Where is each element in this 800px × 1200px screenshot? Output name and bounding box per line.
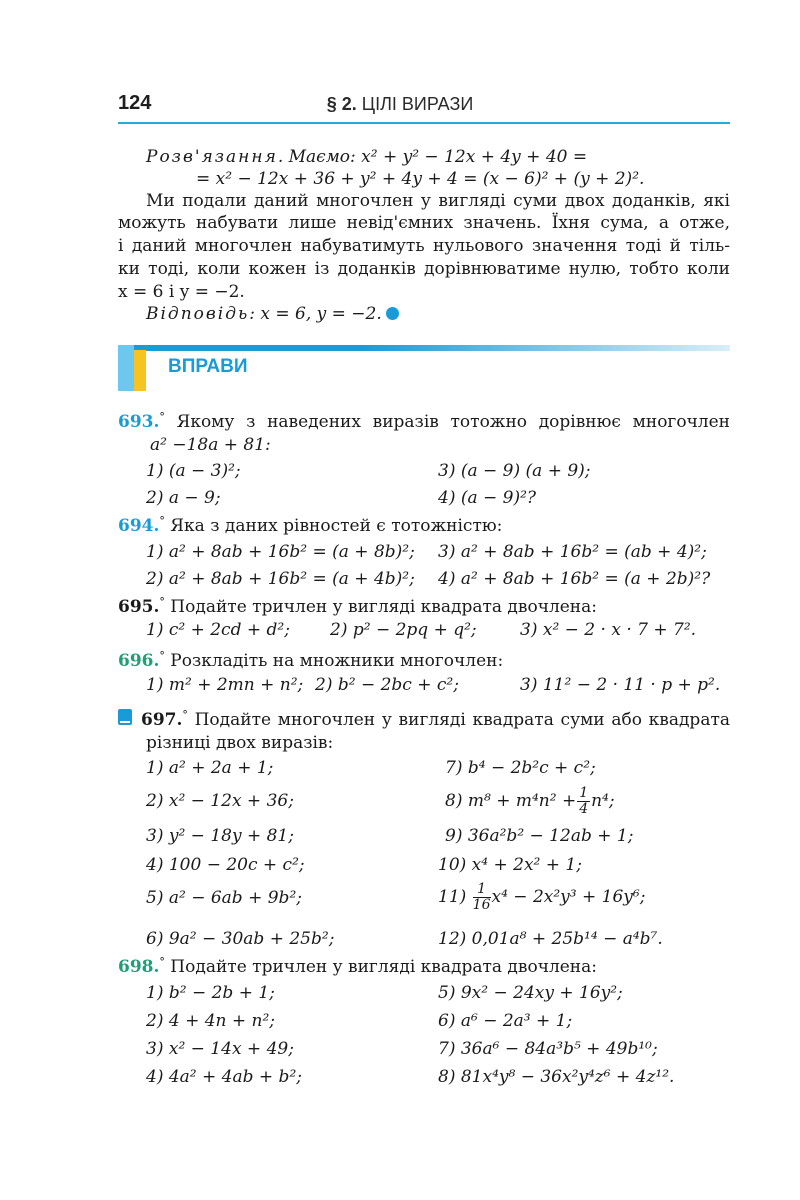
exercise-693-option: 2) a − 9; [146,488,221,508]
page-number: 124 [118,92,152,114]
exercise-693-polynomial: a² −18a + 81: [150,435,271,455]
answer-label: Відповідь [146,304,250,324]
section-title: ЦІЛІ ВИРАЗИ [361,94,474,114]
exercise-697-option: 1) a² + 2a + 1; [146,758,274,778]
fraction: $\frac{1}{16}$ [472,881,491,913]
exercise-698-option: 1) b² − 2b + 1; [146,983,275,1003]
exercise-696-option: 2) b² − 2bc + c²; [315,675,459,695]
exercise-697-option: 3) y² − 18y + 81; [146,826,294,846]
header-rule [118,122,730,124]
solution-paragraph-line: можуть набувати лише невід'ємних значень. Їхня сума, а отже, [118,213,730,233]
exercise-696-option: 3) 11² − 2 · 11 · p + p². [520,675,721,695]
exercises-marker-blue [118,345,134,391]
exercises-title: ВПРАВИ [168,356,248,377]
exercise-698-option: 8) 81x⁴y⁸ − 36x²y⁴z⁶ + 4z¹². [438,1067,675,1087]
exercise-694-option: 4) a² + 8ab + 16b² = (a + 2b)²? [438,569,711,589]
book-icon [118,709,132,725]
exercise-694-option: 1) a² + 8ab + 16b² = (a + 8b)²; [146,542,415,562]
exercise-698-statement: 698.° Подайте тричлен у вигляді квадрата двочлена: [118,955,597,977]
solution-paragraph-line: ки тоді, коли кожен із доданків дорівнюватиме нулю, тобто коли [118,259,730,279]
exercise-697-option-11: 11) $\frac{1}{16}$ x⁴ − 2x²y³ + 16y⁶; [438,881,646,913]
fraction: $\frac{1}{4}$ [579,785,589,817]
end-of-solution-icon [386,307,399,320]
solution-line-1: Розв'язання. Маємо: x² + y² − 12x + 4y + 40 = [146,147,588,167]
exercise-695-option: 3) x² − 2 · x · 7 + 7². [520,620,697,640]
exercise-698-option: 6) a⁶ − 2a³ + 1; [438,1011,573,1031]
exercise-694-option: 2) a² + 8ab + 16b² = (a + 4b)²; [146,569,415,589]
exercise-695-option: 1) c² + 2cd + d²; [146,620,290,640]
exercises-bar [118,345,730,351]
exercise-693-option: 4) (a − 9)²? [438,488,537,508]
solution-line-2: = x² − 12x + 36 + y² + 4y + 4 = (x − 6)² + (y + 2)². [196,169,645,189]
exercise-698-option: 2) 4 + 4n + n²; [146,1011,276,1031]
exercise-697-option: 4) 100 − 20c + c²; [146,855,305,875]
exercise-697-option: 6) 9a² − 30ab + 25b²; [146,929,335,949]
exercise-697-statement: 697.° Подайте многочлен у вигляді квадрата суми або квадрата [141,708,730,730]
exercise-695-option: 2) p² − 2pq + q²; [330,620,477,640]
exercise-696-statement: 696.° Розкладіть на множники многочлен: [118,649,504,671]
exercise-698-option: 5) 9x² − 24xy + 16y²; [438,983,623,1003]
answer-line: Відповідь: x = 6, y = −2. [146,303,399,325]
solution-paragraph-line: x = 6 і y = −2. [118,282,245,302]
exercise-697-option: 12) 0,01a⁸ + 25b¹⁴ − a⁴b⁷. [438,929,663,949]
section-label: § 2. [326,94,357,114]
exercises-marker-yellow [134,350,146,391]
exercise-697-option: 2) x² − 12x + 36; [146,791,294,811]
solution-paragraph-line: і даний многочлен набуватимуть нульового значення тоді й тіль- [118,236,730,256]
solution-paragraph-line: Ми подали даний многочлен у вигляді суми двох доданків, які [146,191,730,211]
section-header [0,94,800,115]
exercise-697-option: 9) 36a²b² − 12ab + 1; [445,826,634,846]
exercise-698-option: 3) x² − 14x + 49; [146,1039,294,1059]
exercise-697-option-8: 8) m⁸ + m⁴n² + $\frac{1}{4}$ n⁴; [445,785,615,817]
exercise-694-option: 3) a² + 8ab + 16b² = (ab + 4)²; [438,542,707,562]
exercise-696-option: 1) m² + 2mn + n²; [146,675,304,695]
exercise-698-option: 4) 4a² + 4ab + b²; [146,1067,302,1087]
exercise-695-statement: 695.° Подайте тричлен у вигляді квадрата двочлена: [118,595,597,617]
exercise-694-statement: 694.° Яка з даних рівностей є тотожністю: [118,514,503,536]
exercise-698-option: 7) 36a⁶ − 84a³b⁵ + 49b¹⁰; [438,1039,658,1059]
exercise-697-option: 7) b⁴ − 2b²c + c²; [445,758,596,778]
exercise-697-statement-line-2: різниці двох виразів: [146,733,334,753]
exercise-697-option: 5) a² − 6ab + 9b²; [146,888,302,908]
exercise-693-statement: 693.° Якому з наведених виразів тотожно дорівнює многочлен [118,410,730,432]
solution-label: Розв'язання [146,147,278,167]
exercise-693-option: 3) (a − 9) (a + 9); [438,461,591,481]
exercise-693-option: 1) (a − 3)²; [146,461,241,481]
exercise-697-option: 10) x⁴ + 2x² + 1; [438,855,582,875]
